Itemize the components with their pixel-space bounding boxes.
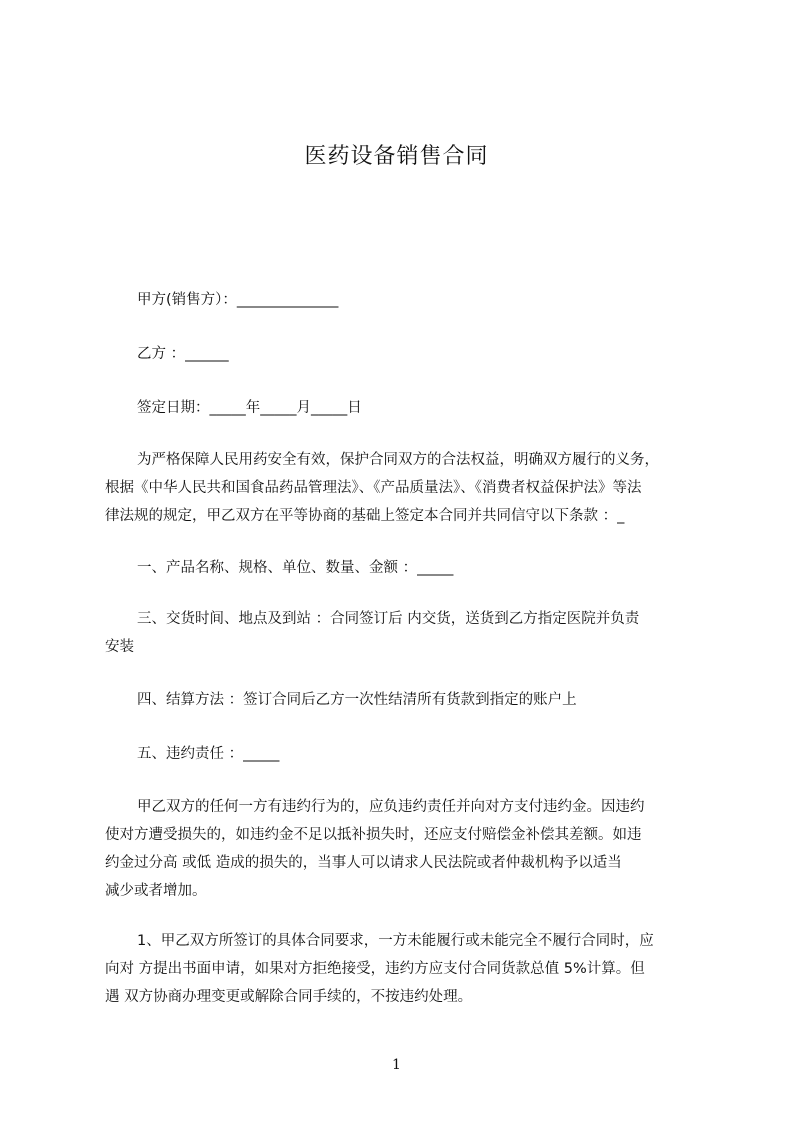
page-number: 1 xyxy=(392,1057,401,1073)
party-a-line: 甲方(销售方）：______________ xyxy=(137,292,339,308)
clause-1-line: 1、甲乙双方所签订的具体合同要求，一方未能履行或未能完全不履行合同时，应 xyxy=(137,933,654,949)
clause-1-line: 遇 双方协商办理变更或解除合同手续的，不按违约处理。 xyxy=(105,989,473,1005)
breach-line: 使对方遭受损失的，如违约金不足以抵补损失时，还应支付赔偿金补偿其差额。如违 xyxy=(105,827,642,843)
breach-line: 甲乙双方的任何一方有违约行为的，应负违约责任并向对方支付违约金。因违约 xyxy=(137,799,645,815)
intro-line: 为严格保障人民用药安全有效，保护合同双方的合法权益，明确双方履行的义务， xyxy=(137,452,659,468)
section-5-heading: 五、违约责任 ：_____ xyxy=(137,746,280,762)
party-b-line: 乙方 ：______ xyxy=(137,346,229,362)
breach-paragraph xyxy=(105,793,715,905)
section-4-heading: 四、结算方法 ：签订合同后乙方一次性结清所有货款到指定的账户上 xyxy=(137,692,577,708)
clause-1-paragraph xyxy=(105,927,715,1011)
intro-line: 根据《中华人民共和国食品药品管理法》、《产品质量法》、《消费者权益保护法》等法 xyxy=(105,480,642,496)
section-3-line: 安装 xyxy=(105,639,134,655)
breach-line: 约金过分高 或低 造成的损失的，当事人可以请求人民法院或者仲裁机构予以适当 xyxy=(105,855,622,871)
document-title: 医药设备销售合同 xyxy=(304,144,489,169)
section-3-paragraph xyxy=(105,605,715,661)
intro-paragraph xyxy=(105,446,715,530)
breach-line: 减少或者增加。 xyxy=(105,883,207,899)
intro-line: 律法规的规定，甲乙双方在平等协商的基础上签定本合同并共同信守以下条款 ：_ xyxy=(105,508,625,524)
section-1-heading: 一、产品名称、规格、单位、数量、金额 ：_____ xyxy=(137,560,454,576)
clause-1-line: 向对 方提出书面申请，如果对方拒绝接受，违约方应支付合同货款总值 5%计算。但 xyxy=(105,961,645,977)
section-3-line: 三、交货时间、地点及到站 ：合同签订后 内交货，送货到乙方指定医院并负责 xyxy=(137,611,640,627)
sign-date-line: 签定日期：_____年_____月_____日 xyxy=(137,400,362,416)
